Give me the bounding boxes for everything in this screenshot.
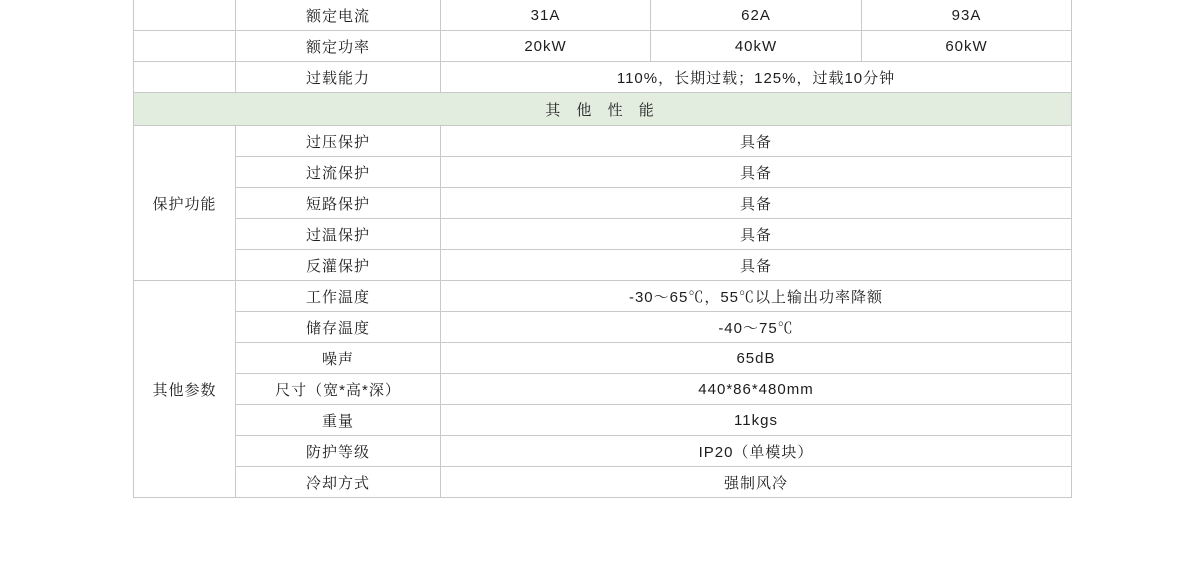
row-label: 重量 — [236, 405, 441, 436]
table-row — [134, 250, 1072, 281]
row-value: 具备 — [441, 250, 1072, 281]
row-label: 尺寸（宽*高*深） — [236, 374, 441, 405]
table-row — [134, 436, 1072, 467]
row-label: 储存温度 — [236, 312, 441, 343]
row-value: 60kW — [862, 31, 1072, 62]
row-label: 过载能力 — [236, 62, 441, 93]
row-value: IP20（单模块） — [441, 436, 1072, 467]
row-value: 11kgs — [441, 405, 1072, 436]
row-label: 工作温度 — [236, 281, 441, 312]
group-cell-empty-top3 — [134, 62, 236, 93]
row-label: 过压保护 — [236, 126, 441, 157]
group-cell-empty-top2 — [134, 31, 236, 62]
table-row — [134, 188, 1072, 219]
table-row — [134, 281, 1072, 312]
table-row — [134, 126, 1072, 157]
row-label: 过温保护 — [236, 219, 441, 250]
table-row — [134, 157, 1072, 188]
specification-table — [133, 0, 1072, 498]
group-cell-empty-top — [134, 0, 236, 31]
table-row — [134, 312, 1072, 343]
group-label-protection: 保护功能 — [134, 126, 236, 281]
row-value: 具备 — [441, 188, 1072, 219]
row-value: 62A — [651, 0, 862, 31]
row-value: 具备 — [441, 126, 1072, 157]
table-row — [134, 467, 1072, 498]
row-label: 噪声 — [236, 343, 441, 374]
row-value: 93A — [862, 0, 1072, 31]
table-row — [134, 31, 1072, 62]
row-label: 额定电流 — [236, 0, 441, 31]
row-label: 冷却方式 — [236, 467, 441, 498]
row-label: 短路保护 — [236, 188, 441, 219]
row-value: -40～75℃ — [441, 312, 1072, 343]
row-label: 额定功率 — [236, 31, 441, 62]
table-row — [134, 62, 1072, 93]
row-value: 强制风冷 — [441, 467, 1072, 498]
row-label: 反灌保护 — [236, 250, 441, 281]
row-label: 过流保护 — [236, 157, 441, 188]
row-value: 440*86*480mm — [441, 374, 1072, 405]
row-value: 20kW — [441, 31, 651, 62]
row-label: 防护等级 — [236, 436, 441, 467]
row-value: 40kW — [651, 31, 862, 62]
row-value: -30～65℃，55℃以上输出功率降额 — [441, 281, 1072, 312]
table-row — [134, 405, 1072, 436]
table-row — [134, 343, 1072, 374]
row-value: 65dB — [441, 343, 1072, 374]
table-row — [134, 219, 1072, 250]
row-value: 具备 — [441, 219, 1072, 250]
row-value: 具备 — [441, 157, 1072, 188]
table-row — [134, 374, 1072, 405]
row-value: 31A — [441, 0, 651, 31]
section-title: 其 他 性 能 — [134, 93, 1072, 126]
table-row — [134, 0, 1072, 31]
section-header-row — [134, 93, 1072, 126]
group-label-other-params: 其他参数 — [134, 281, 236, 498]
row-value-merged: 110%，长期过载；125%，过载10分钟 — [441, 62, 1072, 93]
